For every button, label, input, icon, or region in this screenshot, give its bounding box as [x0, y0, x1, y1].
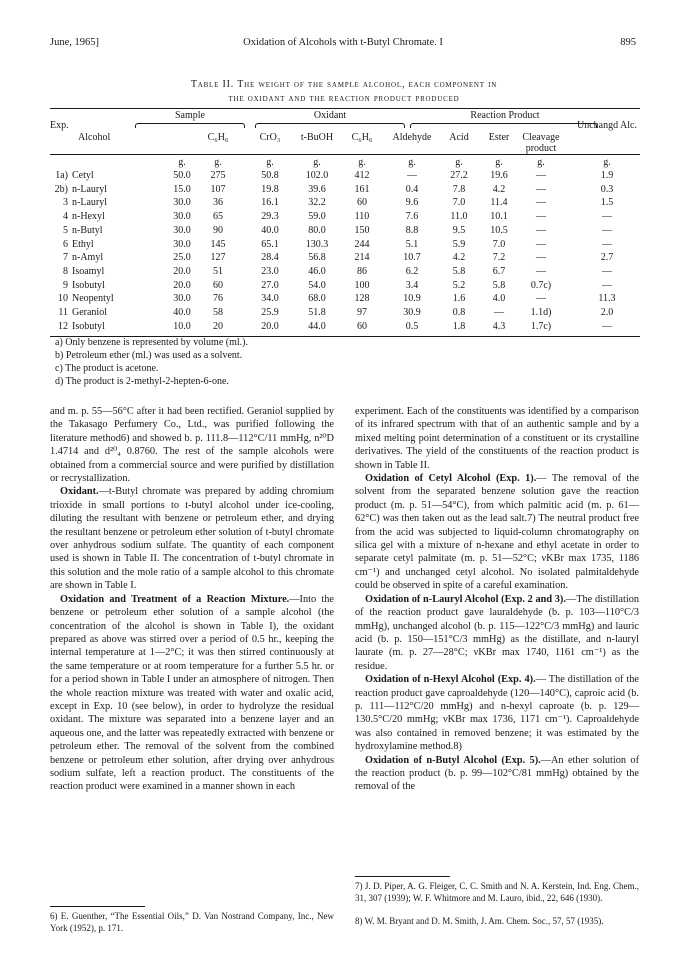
issue-date: June, 1965] — [50, 37, 99, 48]
table-cell: 11.3 — [598, 293, 616, 305]
paragraph-hexyl — [355, 673, 639, 753]
heading-oxidant: Oxidant. — [60, 486, 99, 498]
heading-butyl: Oxidation of n-Butyl Alcohol (Exp. 5). — [365, 754, 541, 766]
paragraph-oxidation-treatment — [50, 593, 334, 794]
table-cell: 4.3 — [492, 320, 506, 332]
table-footnote-b: b) Petroleum ether (ml.) was used as a solvent. — [55, 350, 243, 361]
heading-lauryl: Oxidation of n-Lauryl Alcohol (Exp. 2 and 3). — [365, 593, 566, 605]
table-footnote-a: a) Only benzene is represented by volume (ml.). — [55, 337, 248, 348]
paragraph-butyl — [355, 754, 639, 794]
table-cell: 58 — [213, 307, 223, 318]
table-cell: 30.0 — [173, 293, 191, 305]
table-cell: — — [536, 238, 546, 250]
footnote-rule-right — [355, 876, 450, 877]
text-oxidant: —t-Butyl chromate was prepared by adding chromium trioxide in small portions to t-butyl alcohol under ice-cooling, diluting the resultant with benzene or petroleum ether, and drying the resultant benzene or petroleum ether solution of t-butyl chromate over anhydrous sodium sulfate. The quantity of each component used is shown in Table II. The concentration of t-butyl chromate in this solution and the mole ratio of a sample alcohol to this chromate are shown in Table I. — [50, 486, 334, 592]
table-cell: 34.0 — [261, 293, 279, 305]
table-footnote-d: d) The product is 2-methyl-2-hepten-6-one. — [55, 376, 229, 387]
paragraph-oxidant — [50, 485, 334, 592]
text-hexyl: — The distillation of the reaction product gave caproaldehyde (120—140°C), caproic acid (b. p. 111—112°C/20 mmHg) and n-hexyl caproate (b. p. 129—130.5°C/20 mmHg; νKBr max 1736, 1171 cm⁻¹). Caproaldehyde was also contained in removed benzene; it was estimated by the hydroxylamine method.8) — [355, 674, 640, 753]
table-cell: 39.6 — [308, 183, 326, 195]
table-cell: 54.0 — [308, 279, 326, 291]
table-cell: 59.0 — [308, 211, 326, 223]
table-cell: 16.1 — [261, 197, 279, 209]
table-footnotes — [55, 336, 248, 388]
table-cell: 5.8 — [452, 265, 466, 277]
brace-oxidant — [255, 123, 405, 128]
cell-alcohol: Geraniol — [72, 307, 107, 318]
group-header-oxidant: Oxidant — [313, 110, 347, 121]
table-cell: 60 — [357, 320, 367, 332]
table-cell: 97 — [357, 307, 367, 318]
table-cell: 102.0 — [305, 170, 329, 181]
table-cell: 46.0 — [308, 265, 326, 277]
table-cell: 3.4 — [405, 279, 419, 291]
table-cell: 50.8 — [261, 170, 279, 181]
table-cell: 10.7 — [403, 252, 421, 264]
cell-alcohol: n-Lauryl — [72, 197, 107, 209]
table-cell: 0.8 — [452, 307, 466, 318]
table-cell: 80.0 — [308, 224, 326, 236]
col-header-aldehyde: Aldehyde — [392, 132, 432, 143]
page-number: 895 — [620, 37, 636, 48]
table-caption — [0, 78, 688, 106]
table-cell: 7.0 — [492, 238, 506, 250]
table-cell: 30.0 — [173, 197, 191, 209]
cell-alcohol: Isobutyl — [72, 279, 105, 291]
table-top-rule — [50, 108, 640, 109]
left-column — [50, 405, 334, 794]
table-cell: 110 — [354, 211, 370, 223]
cell-alcohol: n-Butyl — [72, 224, 103, 236]
table-cell: 60 — [357, 197, 367, 209]
paragraph-lauryl — [355, 593, 639, 673]
table-cell: 68.0 — [308, 293, 326, 305]
unit-label: g. — [603, 157, 611, 168]
table-cell: 127 — [210, 252, 226, 264]
table-cell: 27.0 — [261, 279, 279, 291]
table-cell: 20.0 — [173, 265, 191, 277]
table-cell: 25.0 — [173, 252, 191, 264]
table-cell: 10.5 — [490, 224, 508, 236]
table-cell: 6.7 — [492, 265, 506, 277]
table-cell: 2.0 — [600, 307, 614, 318]
table-cell: 161 — [354, 183, 370, 195]
table-cell: — — [536, 197, 546, 209]
table-cell: 28.4 — [261, 252, 279, 264]
table-header-rule — [50, 154, 640, 155]
table-cell: 150 — [354, 224, 370, 236]
table-cell: 23.0 — [261, 265, 279, 277]
table-cell: 0.7c) — [530, 279, 552, 291]
col-header-cleavage-product: Cleavage product — [522, 132, 560, 154]
footnote-8: 8) W. M. Bryant and D. M. Smith, J. Am. Chem. Soc., 57, 57 (1935). — [355, 916, 604, 926]
results-table — [50, 108, 640, 332]
table-cell: 7.2 — [492, 252, 506, 264]
table-cell: 9.6 — [405, 197, 419, 209]
unit-label: g. — [313, 157, 321, 168]
table-cell: — — [536, 265, 546, 277]
cell-exp: 2b) — [54, 183, 68, 195]
table-cell: 275 — [210, 170, 226, 181]
table-cell: — — [536, 211, 546, 223]
paragraph-experiment: experiment. Each of the constituents was identified by a comparison of its infrared spectrum with that of an authentic sample and by a mixed melting point determination of a constituent or its crystalline derivatives. The yield of the constituents of the reaction product is shown in Table II. — [355, 406, 639, 471]
table-caption-line-2: the oxidant and the reaction product produced — [228, 93, 460, 104]
table-cell: — — [494, 307, 504, 318]
running-title: Oxidation of Alcohols with t-Butyl Chromate. I — [243, 37, 443, 48]
footnote-7: 7) J. D. Piper, A. G. Fleiger, C. C. Smith and N. A. Kerstein, Ind. Eng. Chem., 31, 307 (1939); W. F. Whitmore and M. Lauro, ibid., 22, 646 (1930). — [355, 881, 639, 903]
table-cell: 10.1 — [490, 211, 508, 223]
table-cell: 1.7c) — [530, 320, 552, 332]
unit-label: g. — [408, 157, 416, 168]
table-cell: 76 — [213, 293, 223, 305]
table-cell: 51 — [213, 265, 223, 277]
table-cell: 5.1 — [405, 238, 419, 250]
table-cell: 1.5 — [600, 197, 614, 209]
table-cell: 8.8 — [405, 224, 419, 236]
table-cell: 11.4 — [490, 197, 508, 209]
table-cell: 90 — [213, 224, 223, 236]
paragraph-geraniol: and m. p. 55—56°C after it had been rectified. Geraniol supplied by the Takasago Perfumery Co., Ltd., was purified following the literature method6) and showed b. p. 111.8—112°C/11 mmHg, n²⁰D 1.4714 and d²⁰₄ 0.8760. The rest of the sample alcohols were obtained from a commercial source and were purified by distillation or recrystallization. — [50, 406, 334, 485]
table-cell: — — [602, 224, 612, 236]
table-cell: 1.1d) — [530, 307, 552, 318]
table-cell: 0.3 — [600, 183, 614, 195]
cell-alcohol: n-Amyl — [72, 252, 104, 264]
col-header-oxidant-benzene: C₆H₆ — [351, 132, 373, 143]
table-cell: 107 — [210, 183, 226, 195]
table-cell: 60 — [213, 279, 223, 291]
table-cell: — — [536, 252, 546, 264]
table-cell: 128 — [354, 293, 370, 305]
cell-exp: 12 — [58, 320, 68, 332]
cell-alcohol: Cetyl — [72, 170, 94, 181]
cell-alcohol: Neopentyl — [72, 293, 114, 305]
cell-exp: 3 — [63, 197, 68, 209]
unit-label: g. — [537, 157, 545, 168]
table-cell: 10.0 — [173, 320, 191, 332]
table-cell: 0.5 — [405, 320, 419, 332]
col-header-unchanged-alcohol: Unchangd Alc. — [577, 120, 637, 131]
footnote-6: 6) E. Guenther, “The Essential Oils,” D. Van Nostrand Company, Inc., New York (1952), p. 171. — [50, 911, 334, 933]
table-cell: 30.0 — [173, 238, 191, 250]
table-cell: 50.0 — [173, 170, 191, 181]
cell-exp: 6 — [63, 238, 68, 250]
paragraph-cetyl — [355, 472, 639, 593]
col-header-cro3: CrO₃ — [259, 132, 281, 143]
unit-label: g. — [178, 157, 186, 168]
table-cell: 100 — [354, 279, 370, 291]
cell-alcohol: Isobutyl — [72, 320, 105, 332]
table-cell: 6.2 — [405, 265, 419, 277]
table-cell: 40.0 — [261, 224, 279, 236]
table-cell: 56.8 — [308, 252, 326, 264]
table-cell: 51.8 — [308, 307, 326, 318]
col-header-alcohol: Alcohol — [78, 132, 111, 143]
table-footnote-c: c) The product is acetone. — [55, 363, 159, 374]
table-cell: 5.2 — [452, 279, 466, 291]
table-cell: 412 — [354, 170, 370, 181]
heading-oxidation-treatment: Oxidation and Treatment of a Reaction Mixture. — [60, 593, 290, 605]
brace-sample — [135, 123, 245, 128]
col-header-benzene: C₆H₆ — [207, 132, 229, 143]
brace-reaction-product — [410, 123, 597, 128]
table-cell: 7.6 — [405, 211, 419, 223]
table-cell: — — [407, 170, 417, 181]
table-cell: 7.0 — [452, 197, 466, 209]
table-cell: 130.3 — [305, 238, 329, 250]
table-cell: — — [536, 224, 546, 236]
text-cetyl: — The removal of the solvent from the separated benzene solution gave the reaction product (m. p. 51—54°C), from which palmitic acid (m. p. 61—62°C) was then taken out as the lead salt.7) The neutral product free from the acid was subjected to liquid-column chromatography on silica gel with a mixture of n-hexane and ethyl acetate in order to separate cetyl palmitate (m. p. 51—52°C; νKBr max 1735, 1186 cm⁻¹) and unchanged cetyl alcohol. No isolated palmitaldehyde could be observed in spite of a careful examination. — [355, 473, 639, 592]
cell-alcohol: Ethyl — [72, 238, 94, 250]
table-cell: 27.2 — [450, 170, 468, 181]
table-cell: 30.0 — [173, 224, 191, 236]
table-cell: 20.0 — [173, 279, 191, 291]
table-cell: 20.0 — [261, 320, 279, 332]
table-cell: 4.2 — [452, 252, 466, 264]
table-cell: 15.0 — [173, 183, 191, 195]
unit-label: g. — [358, 157, 366, 168]
table-cell: — — [602, 320, 612, 332]
heading-cetyl: Oxidation of Cetyl Alcohol (Exp. 1). — [365, 473, 537, 485]
cell-alcohol: n-Hexyl — [72, 211, 105, 223]
table-cell: 10.9 — [403, 293, 421, 305]
table-cell: 244 — [354, 238, 370, 250]
unit-label: g. — [266, 157, 274, 168]
cell-alcohol: n-Lauryl — [72, 183, 107, 195]
table-cell: — — [602, 238, 612, 250]
unit-label: g. — [455, 157, 463, 168]
group-header-reaction-product: Reaction Product — [470, 110, 540, 121]
table-cell: 7.8 — [452, 183, 466, 195]
table-cell: 5.9 — [452, 238, 466, 250]
table-caption-line-1: Table II. The weight of the sample alcohol, each component in — [190, 79, 498, 90]
table-cell: 30.9 — [403, 307, 421, 318]
cell-exp: 9 — [63, 279, 68, 291]
text-oxidation-treatment: —Into the benzene or petroleum ether solution of a sample alcohol (the concentration of the alcohol is shown in Table I), the oxidant prepared as above was stirred over a period of 0.5 hr., keeping the internal temperature at 1—2°C; it was then stirred continuously at the same temperature or at room temperature for a further 5.5 hr. or for a period shown in Table I under an atmosphere of nitrogen. Then the whole reaction mixture was treated with water and oxalic acid, except in Exp. 10 (see below), in order to hydrolyze the residual oxidant. The mixture was separated into a benzene layer and an aqueous one, and the latter was repeatedly extracted with benzene or petroleum ether. The removal of the solvent from the combined benzene or petroleum ether solution, after drying over anhydrous sodium sulfate, left a reaction product. The constituents of the reaction product were examined in a manner shown in each — [50, 593, 334, 793]
table-cell: 2.7 — [600, 252, 614, 264]
footnote-rule-left — [50, 906, 145, 907]
cell-alcohol: Isoamyl — [72, 265, 105, 277]
table-cell: 44.0 — [308, 320, 326, 332]
table-cell: — — [602, 211, 612, 223]
table-cell: 19.8 — [261, 183, 279, 195]
heading-hexyl: Oxidation of n-Hexyl Alcohol (Exp. 4). — [365, 674, 536, 686]
table-cell: 4.0 — [492, 293, 506, 305]
col-header-tbuoh: t-BuOH — [300, 132, 334, 143]
table-cell: 145 — [210, 238, 226, 250]
table-cell: 86 — [357, 265, 367, 277]
col-header-ester: Ester — [488, 132, 510, 143]
table-cell: 30.0 — [173, 211, 191, 223]
table-cell: — — [602, 265, 612, 277]
col-header-acid: Acid — [449, 132, 469, 143]
cell-exp: 11 — [58, 307, 68, 318]
table-cell: 29.3 — [261, 211, 279, 223]
running-head — [50, 37, 636, 51]
table-cell: 40.0 — [173, 307, 191, 318]
table-cell: 32.2 — [308, 197, 326, 209]
cell-exp: 10 — [58, 293, 68, 305]
table-cell: — — [536, 170, 546, 181]
cell-exp: 1a) — [55, 170, 68, 181]
table-cell: 19.6 — [490, 170, 508, 181]
table-cell: 0.4 — [405, 183, 419, 195]
table-cell: 11.0 — [450, 211, 468, 223]
table-cell: 65.1 — [261, 238, 279, 250]
table-cell: — — [602, 279, 612, 291]
table-cell: 25.9 — [261, 307, 279, 318]
text-lauryl: —The distillation of the reaction product gave lauraldehyde (b. p. 103—110°C/3 mmHg), unchanged alcohol (b. p. 115—122°C/3 mmHg) and lauric acid (b. p. 150—151°C/3 mmHg) as the distillate, and n-lauryl laurate (m. p. 27—28°C; νKBr max 1740, 1161 cm⁻¹) as the residue. — [355, 593, 639, 672]
unit-label: g. — [495, 157, 503, 168]
table-cell: 65 — [213, 211, 223, 223]
col-header-exp: Exp. — [50, 120, 69, 131]
cell-exp: 5 — [63, 224, 68, 236]
table-cell: 5.8 — [492, 279, 506, 291]
table-cell: 1.8 — [452, 320, 466, 332]
table-cell: 36 — [213, 197, 223, 209]
table-cell: 214 — [354, 252, 370, 264]
table-cell: 1.9 — [600, 170, 614, 181]
cell-exp: 8 — [63, 265, 68, 277]
cell-exp: 7 — [63, 252, 68, 264]
table-cell: 1.6 — [452, 293, 466, 305]
unit-label: g. — [214, 157, 222, 168]
right-column — [355, 405, 639, 794]
table-cell: 20 — [213, 320, 223, 332]
table-cell: 4.2 — [492, 183, 506, 195]
cell-exp: 4 — [63, 211, 68, 223]
group-header-sample: Sample — [175, 110, 205, 121]
table-cell: — — [536, 293, 546, 305]
table-cell: — — [536, 183, 546, 195]
text-butyl: —An ether solution of the reaction product (b. p. 99—102°C/81 mmHg) obtained by the removal of the — [355, 754, 639, 793]
table-cell: 9.5 — [452, 224, 466, 236]
